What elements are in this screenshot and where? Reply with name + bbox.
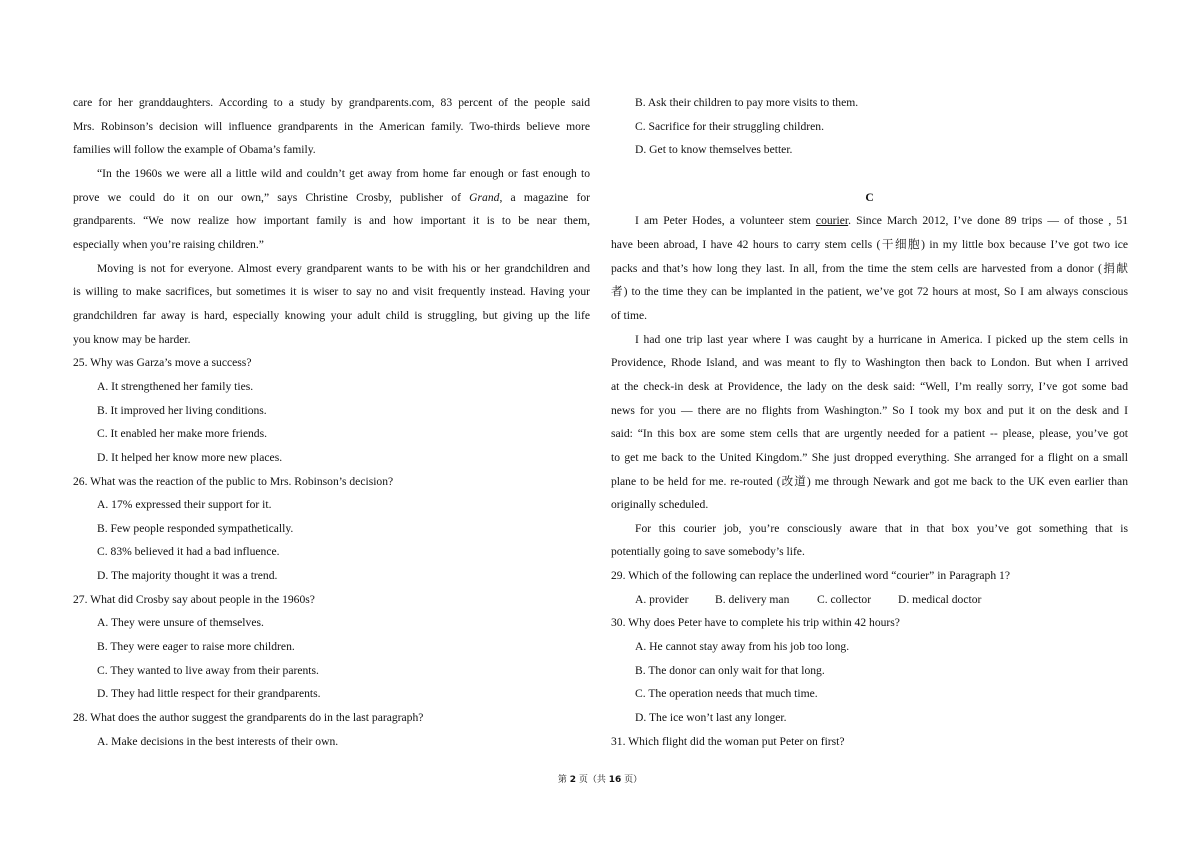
- question-31: 31. Which flight did the woman put Peter on first?: [611, 734, 845, 748]
- section-title: C: [865, 190, 874, 204]
- text-line: said: “In this box are some stem cells that are urgently needed for a patient -- please, please, you’ve got: [611, 427, 1128, 441]
- magazine-title: Grand: [469, 190, 500, 204]
- text-run: I am Peter Hodes, a volunteer stem: [635, 214, 816, 228]
- option-29d: D. medical doctor: [898, 592, 982, 606]
- option-27b: B. They were eager to raise more children.: [97, 640, 295, 654]
- question-27: 27. What did Crosby say about people in the 1960s?: [73, 592, 315, 606]
- text-line: have been abroad, I have 42 hours to carry stem cells (干细胞) in my little box because I’ve got two ice: [611, 237, 1128, 251]
- option-30c: C. The operation needs that much time.: [635, 687, 818, 701]
- option-25d: D. It helped her know more new places.: [97, 450, 283, 464]
- text-line: of time.: [611, 308, 648, 322]
- question-28: 28. What does the author suggest the grandparents do in the last paragraph?: [73, 711, 424, 725]
- question-25: 25. Why was Garza’s move a success?: [73, 356, 252, 370]
- option-29c: C. collector: [817, 592, 872, 606]
- text-line: especially when you’re raising children.”: [73, 237, 264, 251]
- text-line: news for you — there are no flights from Washington.” So I took my box and put it on the desk and I: [611, 403, 1128, 417]
- text-line: to get me back to the United Kingdom.” She just dropped everything. She arranged for a flight on a small: [611, 450, 1128, 464]
- text-line: 者) to the time they can be implanted in the patient, we’ve got 72 hours at most, So I am always conscious: [611, 285, 1128, 299]
- text-line: you know may be harder.: [73, 332, 191, 346]
- text-line: I had one trip last year where I was caught by a hurricane in America. I picked up the stem cells in: [635, 332, 1128, 346]
- footer-suffix: 页）: [621, 775, 643, 785]
- text-line: [73, 186, 590, 210]
- question-29: 29. Which of the following can replace the underlined word “courier” in Paragraph 1?: [611, 569, 1010, 583]
- option-27d: D. They had little respect for their grandparents.: [97, 687, 321, 701]
- option-26c: C. 83% believed it had a bad influence.: [97, 545, 280, 559]
- text-line: Providence, Rhode Island, and was meant to fly to Washington then back to London. But when I arrived: [611, 356, 1128, 370]
- option-25c: C. It enabled her make more friends.: [97, 427, 267, 441]
- page-total: 16: [608, 775, 622, 785]
- option-29a: A. provider: [635, 592, 689, 606]
- option-26d: D. The majority thought it was a trend.: [97, 569, 278, 583]
- text-run: prove we could do it on our own,” says Christine Crosby, publisher of: [73, 190, 470, 204]
- text-line: For this courier job, you’re consciously aware that in that box you’ve got something that is: [635, 521, 1128, 535]
- text-run: , a magazine for: [499, 190, 590, 204]
- text-line: “In the 1960s we were all a little wild and couldn’t get away from home far enough or fast enough to: [97, 166, 590, 180]
- text-line: originally scheduled.: [611, 498, 709, 512]
- text-line: at the check-in desk at Providence, the lady on the desk said: “Well, I’m really sorry, I’ve got some bad: [611, 379, 1128, 393]
- option-29b: B. delivery man: [715, 592, 790, 606]
- question-26: 26. What was the reaction of the public to Mrs. Robinson’s decision?: [73, 474, 394, 488]
- option-25b: B. It improved her living conditions.: [97, 403, 267, 417]
- option-30d: D. The ice won’t last any longer.: [635, 711, 787, 725]
- option-30b: B. The donor can only wait for that long.: [635, 663, 825, 677]
- option-26b: B. Few people responded sympathetically.: [97, 521, 294, 535]
- underlined-word: courier: [815, 214, 849, 228]
- option-28c: C. Sacrifice for their struggling children.: [635, 119, 824, 133]
- text-line: plane to be held for me. re-routed (改道) me through Newark and got me back to the UK even earlier than: [611, 474, 1128, 488]
- option-30a: A. He cannot stay away from his job too long.: [635, 640, 850, 654]
- left-column: [73, 91, 590, 753]
- option-28d: D. Get to know themselves better.: [635, 143, 793, 157]
- text-line: is willing to make sacrifices, but sometimes it is wiser to say no and visit frequently instead. Having your: [73, 285, 590, 299]
- option-26a: A. 17% expressed their support for it.: [97, 498, 272, 512]
- text-line: grandchildren far away is hard, especially knowing your adult child is struggling, but giving up the life: [73, 308, 590, 322]
- text-line: packs and that’s how long they last. In all, from the time the stem cells are harvested from a donor (捐献: [611, 261, 1128, 275]
- option-27c: C. They wanted to live away from their parents.: [97, 663, 319, 677]
- text-line: Mrs. Robinson’s decision will influence grandparents in the American family. Two-thirds believe more: [73, 119, 590, 133]
- option-28a: A. Make decisions in the best interests of their own.: [97, 734, 339, 748]
- question-30: 30. Why does Peter have to complete his trip within 42 hours?: [611, 616, 900, 630]
- text-line: care for her granddaughters. According to a study by grandparents.com, 83 percent of the people said: [73, 96, 590, 109]
- text-run: . Since March 2012, I’ve done 89 trips — of those , 51: [848, 214, 1128, 228]
- text-line: [611, 209, 1128, 233]
- option-28b: B. Ask their children to pay more visits to them.: [635, 96, 859, 109]
- page-number: 2: [569, 775, 576, 785]
- right-column: [611, 91, 1128, 753]
- footer-middle: 页（共: [576, 775, 609, 785]
- footer-prefix: 第: [557, 775, 570, 785]
- text-line: potentially going to save somebody’s life.: [611, 545, 805, 559]
- option-25a: A. It strengthened her family ties.: [97, 379, 254, 393]
- text-line: grandparents. “We now realize how important family is and how important it is to be near them,: [73, 214, 590, 228]
- option-27a: A. They were unsure of themselves.: [97, 616, 264, 630]
- page-footer: [0, 772, 1200, 785]
- text-line: families will follow the example of Obama’s family.: [73, 143, 316, 157]
- text-line: Moving is not for everyone. Almost every grandparent wants to be with his or her grandchildren and: [97, 261, 590, 275]
- options-29: [611, 588, 1128, 612]
- spacer: [611, 162, 1128, 186]
